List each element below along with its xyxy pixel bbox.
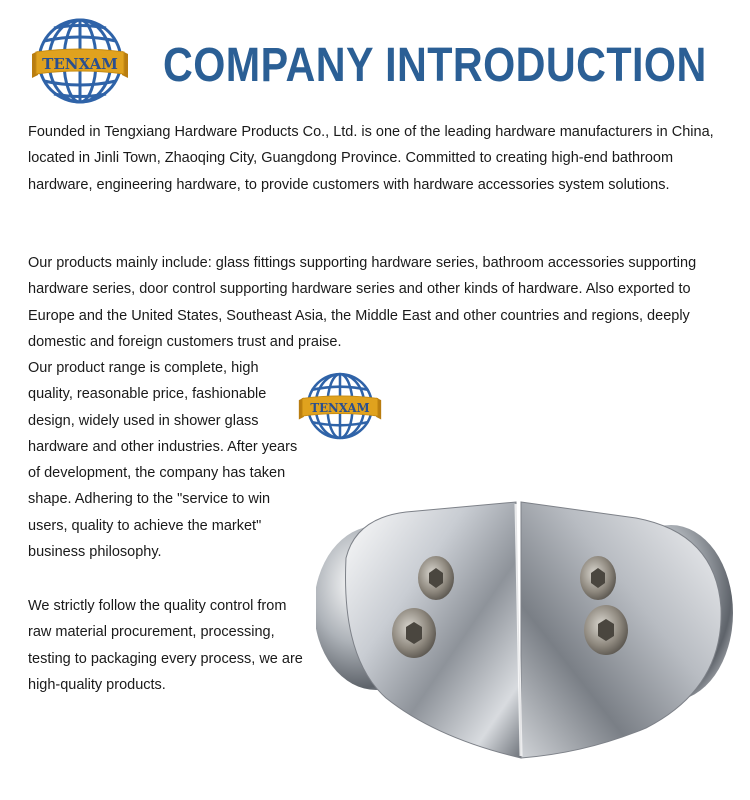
tenxam-logo-secondary: [298, 368, 382, 444]
glass-clamp-photo: [316, 498, 740, 788]
intro-paragraph: Founded in Tengxiang Hardware Products Co., Ltd. is one of the leading hardware manufacturers in China, located in Jinli Town, Zhaoqing City, Guangdong Province. Committed to creating high-end bathroom hardware, engineering hardware, to provide customers with hardware accessories system solutions.: [28, 124, 714, 193]
products-paragraph: Our products mainly include: glass fittings supporting hardware series, bathroom accessories supporting hardware series, door control supporting hardware series and other kinds of hardware. Also exported to Europe and the United States, Southeast Asia, the Middle East and other countries and regions, deeply domestic and foreign customers trust and praise.: [28, 255, 697, 350]
page-title: COMPANY INTRODUCTION: [163, 39, 707, 92]
tenxam-logo: [30, 14, 130, 114]
range-paragraph: Our product range is complete, high quality, reasonable price, fashionable design, widely used in shower glass hardware and other industries. After years of development, the company has taken shape. Adhering to the "service to win users, quality to achieve the market" business philosophy.: [28, 360, 298, 561]
logo-wordmark-secondary: TENXAM: [310, 400, 370, 415]
quality-paragraph: We strictly follow the quality control from raw material procurement, processing, testing to packaging every process, we are high-quality products.: [28, 598, 303, 693]
logo-wordmark: TENXAM: [42, 55, 118, 73]
